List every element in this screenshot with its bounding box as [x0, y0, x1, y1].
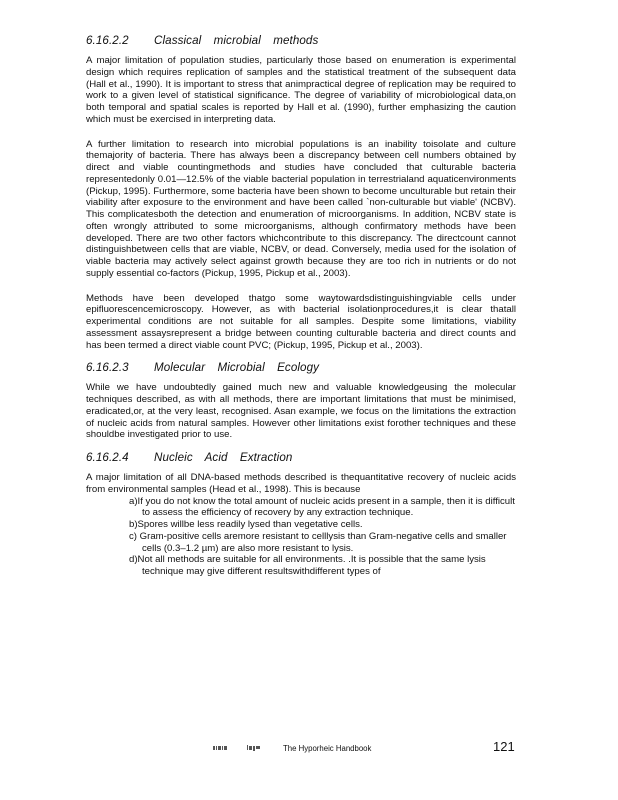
- document-page: [86, 34, 516, 578]
- section-number: 6.16.2.2: [86, 34, 129, 47]
- section-title: Classical microbial methods: [154, 34, 319, 47]
- section-number: 6.16.2.4: [86, 451, 129, 464]
- list-item: d)Not all methods are suitable for all environments. .It is possible that the same lysis technique may give different resultswithdifferent types of: [129, 554, 486, 577]
- paragraph: Methods have been developed thatgo some waytowardsdistinguishingviable cells under epifluorescencemicroscopy. However, as with bacterial isolationprocedures,it is clear thatall experimental conditions are not suitable for all samples. Despite some limitations, viability assessment assaysrepresent a bridge between counting culturable bacteria and direct counts and has been termed a direct viable count PVC; (Pickup, 1995, Pickup et al., 2003).: [86, 292, 516, 351]
- footer-logo-mark-icon: [213, 745, 227, 751]
- footer-logo-mark-icon: [247, 745, 261, 751]
- footer-book-title: The Hyporheic Handbook: [283, 744, 372, 753]
- paragraph: While we have undoubtedly gained much new and valuable knowledgeusing the molecular techniques described, as with all methods, there are important limitations that must be minimised, eradicated,or, at the very least, recognised. Asan example, we focus on the limitations the extraction of nucleic acids from natural samples. However other limitations exist forother techniques and these shouldbe investigated prior to use.: [86, 382, 516, 441]
- section-number: 6.16.2.3: [86, 361, 129, 375]
- section-title: Molecular Microbial Ecology: [154, 361, 320, 375]
- page-footer: [0, 740, 618, 760]
- paragraph: A further limitation to research into microbial populations is an inability toisolate and culture themajority of bacteria. There has always been a discrepancy between cell numbers obtained by direct and viable countingmethods and studies have concluded that culturable bacteria representedonly 0.01—12.5% of the viable bacterial population in terrestrialand aquaticenvironments (Pickup, 1995). Furthermore, some bacteria have been shown to become unculturable but retain their viability after exposure to the environment and have been called `non-culturable but viable' (NCBV). This complicatesboth the detection and enumeration of microorganisms. In addition, NCBV state is often wrongly attributed to some microorganisms, although confirmatory methods have been developed. There are two other factors whichcontribute to this discrepancy. The directcount cannot distinguishbetween cells that are viable, NCBV, or dead. Conversely, media used for the isolation of viable bacteria may actively select against growth because they are too rich in nutrients or do not supply essential co-factors (Pickup, 1995, Pickup et al., 2003).: [86, 138, 516, 279]
- page-number: 121: [493, 739, 515, 754]
- list-item: b)Spores willbe less readily lysed than vegetative cells.: [129, 519, 363, 530]
- paragraph: A major limitation of all DNA-based methods described is thequantitative recovery of nucleic acids from environmental samples (Head et al., 1998). This is because: [86, 472, 516, 495]
- paragraph: A major limitation of population studies, particularly those based on enumeration is experimental design which requires replication of samples and the statistical treatment of the subsequent data (Hall et al., 1990). It is important to stress that animpractical degree of replication may be required to work to a given level of statistical significance. The degree of variability of microbiological data,on both temporal and spatial scales is reported by Hall et al. (1990), further emphasizing the caution which must be exercised in interpreting data.: [86, 55, 516, 125]
- list-item: c) Gram-positive cells aremore resistant to celllysis than Gram-negative cells and smaller cells (0.3–1.2 µm) are also more resistant to lysis.: [129, 530, 507, 554]
- limitations-list: [86, 496, 516, 578]
- list-item: a)If you do not know the total amount of nucleic acids present in a sample, then it is difficult to assess the efficiency of recovery by any extraction technique.: [129, 495, 515, 519]
- section-heading-nucleic-acid-extraction: [86, 451, 516, 464]
- section-heading-molecular-microbial-ecology: [86, 361, 516, 374]
- section-title: Nucleic Acid Extraction: [154, 451, 293, 464]
- section-heading-classical-microbial-methods: [86, 34, 516, 47]
